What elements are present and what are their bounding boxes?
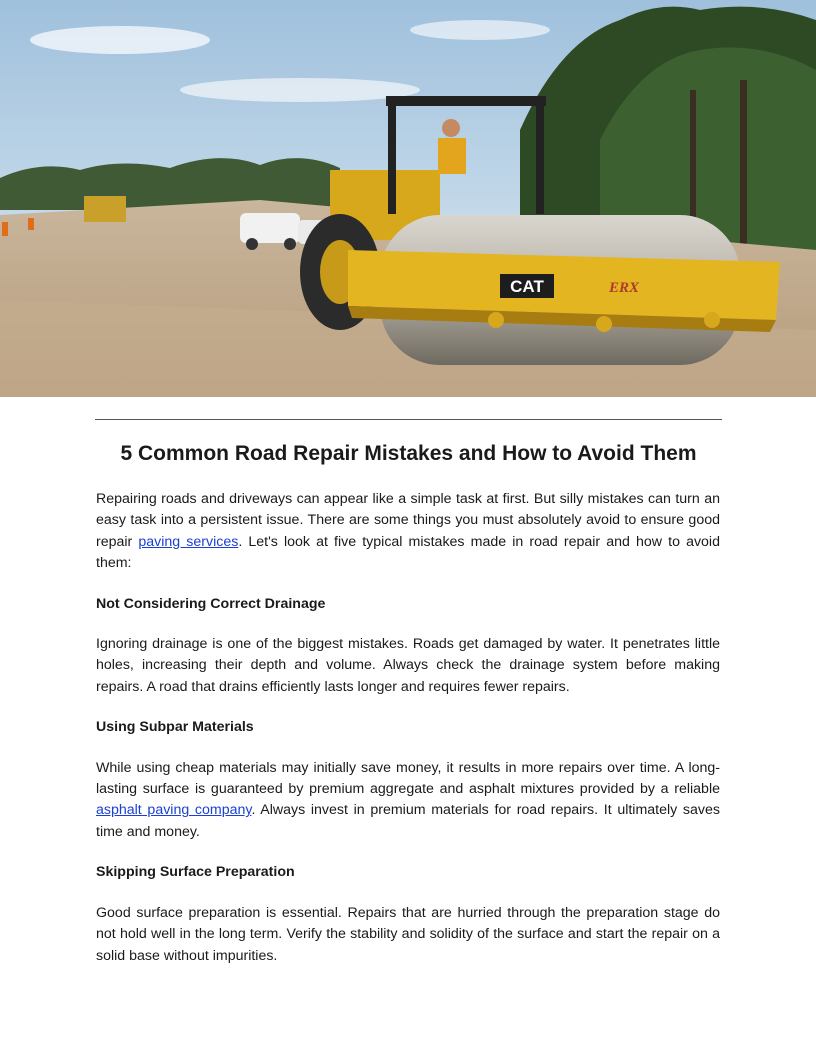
section-body-drainage: Ignoring drainage is one of the biggest mistakes. Roads get damaged by water. It penetrates little holes, increasing their depth and volume. Always check the drainage system before making repairs. A road that drains efficiently lasts longer and requires fewer repairs. — [96, 636, 720, 695]
section-heading-drainage: Not Considering Correct Drainage — [96, 595, 326, 612]
article-body — [96, 489, 720, 967]
section-heading-surface-prep: Skipping Surface Preparation — [96, 864, 295, 881]
intro-text-before-link: Repairing roads and driveways can appear like a simple task at first. But silly mistakes can turn an easy task into a persistent issue. There are some things you must absolutely avoid to ensure good repair — [96, 491, 720, 550]
paving-services-link[interactable]: paving services — [138, 533, 239, 550]
section-body-materials — [96, 758, 720, 844]
materials-text-before-link: While using cheap materials may initially save money, it results in more repairs over time. A long-lasting surface is guaranteed by premium aggregate and asphalt mixtures provided by a reliable — [96, 759, 720, 798]
intro-paragraph — [96, 489, 720, 575]
article-title: 5 Common Road Repair Mistakes and How to Avoid Them — [120, 442, 697, 465]
intro-text-after-link: . Let's look at five typical mistakes made in road repair and how to avoid them: — [96, 533, 720, 572]
hero-image — [0, 0, 816, 397]
asphalt-paving-company-link[interactable]: asphalt paving company — [96, 802, 252, 819]
section-body-surface-prep: Good surface preparation is essential. Repairs that are hurried through the preparation stage do not hold well in the long term. Verify the stability and solidity of the surface and start the repair on a solid base without impurities. — [96, 904, 720, 964]
materials-text-after-link: . Always invest in premium materials for road repairs. It ultimately saves time and money. — [96, 802, 720, 840]
cat-logo: CAT — [510, 277, 544, 296]
title-divider — [95, 419, 722, 420]
erx-decal: ERX — [608, 280, 640, 296]
road-roller-photo-icon — [0, 0, 816, 397]
section-heading-materials: Using Subpar Materials — [96, 719, 254, 736]
